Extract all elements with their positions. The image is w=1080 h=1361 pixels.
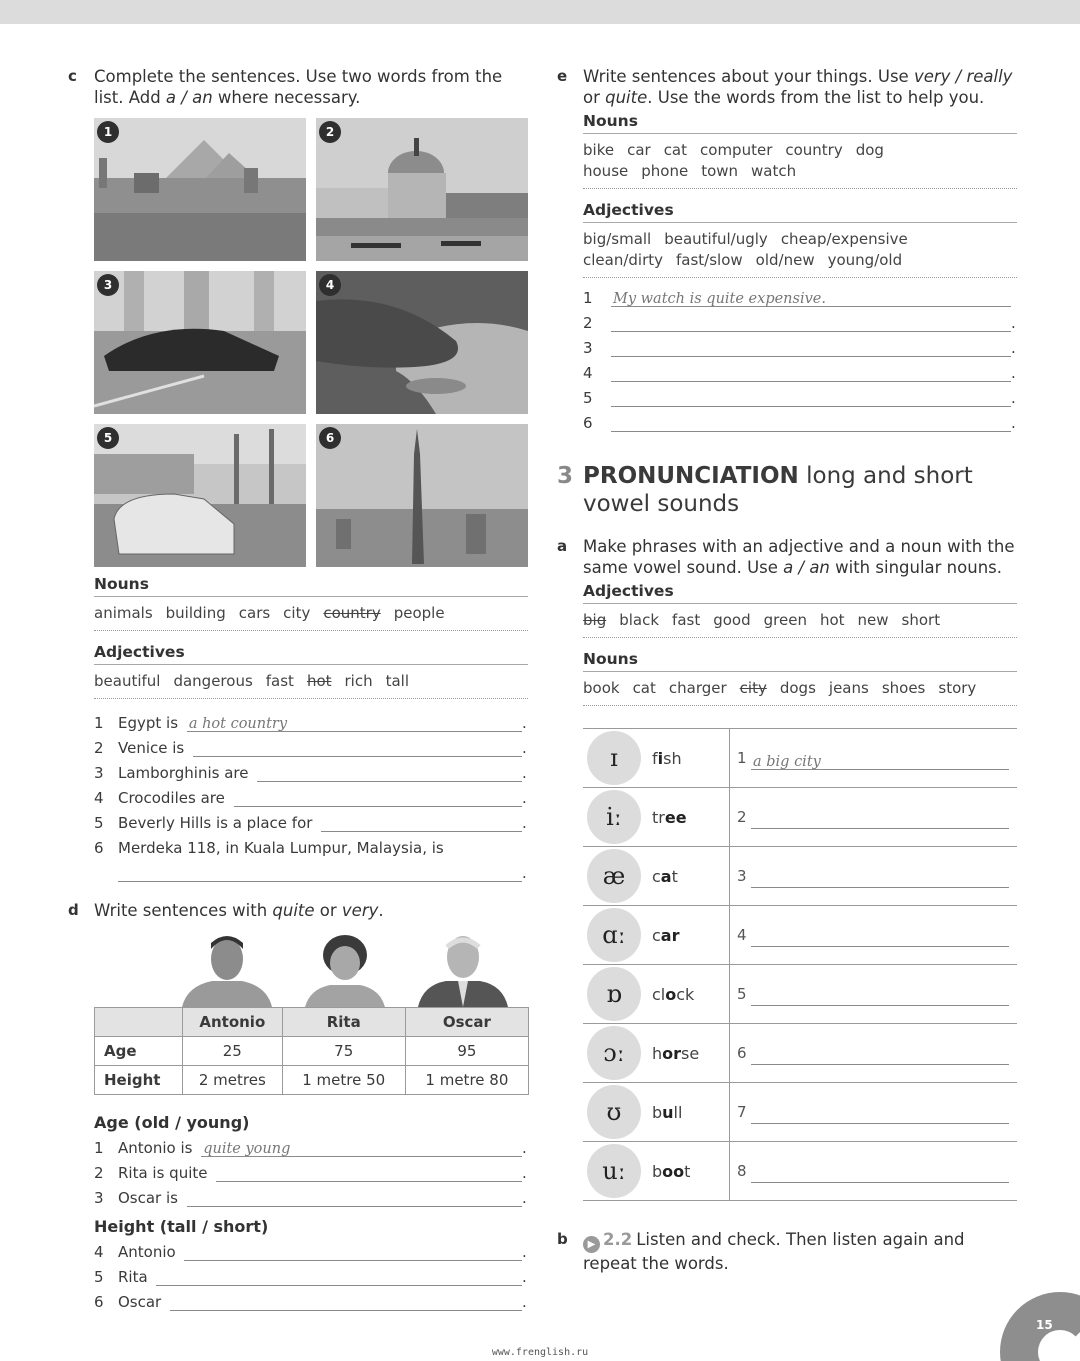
handwritten-answer: My watch is quite expensive.: [613, 291, 826, 307]
word-struck: country: [323, 604, 381, 622]
audio-icon[interactable]: ▶: [583, 1236, 600, 1253]
pronunciation-row: [583, 788, 1017, 847]
answer-field[interactable]: [201, 1141, 522, 1157]
answer-field[interactable]: [751, 929, 1009, 947]
sentence-line: 3 Lamborghinis are .: [94, 764, 527, 782]
pronunciation-row: [583, 1024, 1017, 1083]
answer-field[interactable]: [170, 1295, 522, 1311]
word: fast: [265, 672, 294, 690]
sound-cell: [583, 965, 730, 1023]
row-header: Age: [95, 1037, 183, 1066]
column-header: Antonio: [183, 1008, 283, 1037]
word: cars: [238, 604, 271, 622]
sentence-line: 5 Rita .: [94, 1268, 527, 1286]
sound-word: horse: [652, 1043, 700, 1063]
answer-field[interactable]: [751, 1106, 1009, 1124]
answer-field[interactable]: [751, 752, 1009, 770]
sound-cell: [583, 847, 730, 905]
table-cell: 95: [405, 1037, 528, 1066]
answer-field[interactable]: [751, 870, 1009, 888]
word-list-e: [583, 108, 1017, 278]
exercise-e-instruction: e Write sentences about your things. Use very / really or quite. Use the words from the list to help you.: [557, 67, 1013, 107]
word: people: [393, 604, 445, 622]
answer-cell: 5: [730, 965, 1017, 1023]
sentence-line: 5 .: [583, 389, 1016, 407]
sound-cell: [583, 1083, 730, 1141]
sound-word: clock: [652, 984, 695, 1004]
answer-field[interactable]: [321, 816, 522, 832]
table-cell: 25: [183, 1037, 283, 1066]
word-list-words: big/small beautiful/ugly cheap/expensive clean/dirty fast/slow old/new young/old: [583, 223, 1017, 278]
sentence-line: 4 Crocodiles are .: [94, 789, 527, 807]
sentence-line: 6 Merdeka 118, in Kuala Lumpur, Malaysia, is: [94, 839, 444, 857]
sound-word: car: [652, 925, 680, 945]
sound-word: boot: [652, 1161, 691, 1181]
exercise-d-instruction: d Write sentences with quite or very.: [68, 901, 384, 920]
answer-field[interactable]: [156, 1270, 522, 1286]
word-struck: hot: [306, 672, 332, 690]
answer-cell: 2: [730, 788, 1017, 846]
photo-number-badge: 2: [319, 121, 341, 143]
pronunciation-row: [583, 1142, 1017, 1201]
photo-lamborghini: [94, 271, 306, 414]
photo-cairo: [94, 118, 306, 261]
answer-cell: 1 a big city: [730, 729, 1017, 787]
clock-icon: ɒ: [587, 967, 641, 1021]
bull-icon: ʊ: [587, 1085, 641, 1139]
horse-icon: ɔː: [587, 1026, 641, 1080]
table-header-row: [95, 1008, 529, 1037]
word-list-heading: Nouns: [583, 108, 1017, 134]
fish-icon: ɪ: [587, 731, 641, 785]
page-number: 15: [1036, 1318, 1053, 1332]
section-number: 3: [557, 463, 574, 489]
answer-cell: 6: [730, 1024, 1017, 1082]
word: city: [283, 604, 311, 622]
word-list-nouns: [94, 567, 528, 699]
answer-field[interactable]: [216, 1166, 522, 1182]
age-sentences: [94, 1132, 528, 1207]
boot-icon: uː: [587, 1144, 641, 1198]
word-struck: big: [583, 611, 607, 629]
photo-number-badge: 3: [97, 274, 119, 296]
table-cell: 1 metre 50: [282, 1066, 405, 1095]
photo-oscar: [418, 931, 508, 1007]
exercise-letter: e: [557, 67, 568, 85]
word-list-words: big black fast good green hot new short: [583, 604, 1017, 638]
photo-rita: [300, 931, 390, 1007]
sentence-line: 4 .: [583, 364, 1016, 382]
answer-field[interactable]: [611, 366, 1011, 382]
table-cell: 1 metre 80: [405, 1066, 528, 1095]
tree-icon: iː: [587, 790, 641, 844]
track-number: 2.2: [603, 1230, 633, 1249]
section-title: 3 PRONUNCIATION long and short vowel sounds: [557, 463, 973, 517]
word: tall: [385, 672, 410, 690]
pronunciation-row: [583, 1083, 1017, 1142]
answer-field[interactable]: [187, 1191, 522, 1207]
handwritten-answer: a hot country: [188, 716, 288, 732]
word-list-words: book cat charger city dogs jeans shoes story: [583, 672, 1017, 706]
exercise-letter: c: [68, 67, 77, 85]
answer-cell: 3: [730, 847, 1017, 905]
word-list-heading: Nouns: [583, 642, 1017, 672]
row-header: Height: [95, 1066, 183, 1095]
sentence-line: 1 My watch is quite expensive.: [583, 282, 1017, 307]
sentence-line: 1 Egypt is a hot country .: [94, 714, 527, 732]
pronunciation-table: [583, 728, 1017, 1201]
word: building: [165, 604, 226, 622]
word: animals: [94, 604, 153, 622]
answer-field[interactable]: [611, 316, 1011, 332]
sentence-line: 3 .: [583, 339, 1016, 357]
exercise-letter: d: [68, 901, 79, 919]
sentence-line: 6 .: [583, 414, 1016, 432]
word-list-words: bike car cat computer country dog house phone town watch: [583, 134, 1017, 189]
table-cell: 75: [282, 1037, 405, 1066]
word-struck: city: [739, 679, 767, 697]
right-column: [557, 66, 1017, 1274]
answer-field[interactable]: [187, 716, 522, 732]
height-heading: Height (tall / short): [94, 1217, 269, 1236]
word: beautiful: [94, 672, 161, 690]
answer-field[interactable]: [611, 341, 1011, 357]
word-list-a: [583, 578, 1017, 706]
exercise-letter: b: [557, 1230, 568, 1248]
age-heading: Age (old / young): [94, 1113, 250, 1132]
footer-url: www.frenglish.ru: [491, 1347, 589, 1358]
sentence-line: 1 Antonio is quite young .: [94, 1139, 527, 1157]
answer-field[interactable]: [611, 416, 1011, 432]
pronunciation-row: [583, 847, 1017, 906]
cat-icon: æ: [587, 849, 641, 903]
sentence-line: 2 Venice is .: [94, 739, 527, 757]
exercise-letter: a: [557, 537, 568, 555]
answer-cell: 4: [730, 906, 1017, 964]
sentence-line-continued: .: [94, 857, 528, 882]
photo-antonio: [182, 931, 272, 1007]
answer-field[interactable]: [193, 741, 522, 757]
handwritten-answer: quite young: [203, 1141, 291, 1157]
answer-field[interactable]: [751, 811, 1009, 829]
sentence-line: 4 Antonio .: [94, 1243, 527, 1261]
photo-beverly-hills: [94, 424, 306, 567]
pronunciation-row: [583, 729, 1017, 788]
sentence-line: 2 Rita is quite .: [94, 1164, 527, 1182]
photo-grid: [94, 118, 528, 567]
photo-number-badge: 5: [97, 427, 119, 449]
column-header: Rita: [282, 1008, 405, 1037]
sound-word: cat: [652, 866, 678, 886]
sentence-line: 5 Beverly Hills is a place for .: [94, 814, 527, 832]
sound-word: fish: [652, 748, 682, 768]
handwritten-answer: a big city: [753, 754, 821, 770]
sound-word: bull: [652, 1102, 683, 1122]
sound-cell: [583, 788, 730, 846]
word-list-words: [94, 597, 528, 631]
word-list-words: [94, 665, 528, 699]
photo-merdeka-118: [316, 424, 528, 567]
answer-field[interactable]: [234, 791, 522, 807]
photo-crocodile: [316, 271, 528, 414]
word: rich: [344, 672, 373, 690]
table-row: [95, 1037, 529, 1066]
exercise-b-instruction: b ▶ 2.2 Listen and check. Then listen again and repeat the words.: [557, 1230, 965, 1273]
answer-field[interactable]: [751, 988, 1009, 1006]
height-sentences: [94, 1236, 528, 1311]
answer-field[interactable]: [611, 291, 1011, 307]
answer-field[interactable]: [118, 866, 522, 882]
exercise-c-sentences: [94, 707, 528, 882]
sentence-line: 2 .: [583, 314, 1016, 332]
word-list-heading: Adjectives: [94, 635, 528, 665]
sentence-line: 6 Oscar .: [94, 1293, 527, 1311]
sound-cell: [583, 729, 730, 787]
word-list-heading: Adjectives: [583, 193, 1017, 223]
word-list-heading: Adjectives: [583, 578, 1017, 604]
answer-field[interactable]: [611, 391, 1011, 407]
answer-field[interactable]: [184, 1245, 522, 1261]
photo-number-badge: 6: [319, 427, 341, 449]
photo-number-badge: 1: [97, 121, 119, 143]
photo-number-badge: 4: [319, 274, 341, 296]
people-table: [94, 1007, 529, 1095]
exercise-c-instruction: c Complete the sentences. Use two words from the list. Add a / an where necessary.: [68, 67, 503, 107]
answer-cell: 7: [730, 1083, 1017, 1141]
exercise-a-instruction: a Make phrases with an adjective and a noun with the same vowel sound. Use a / an with singular nouns.: [557, 537, 1015, 577]
table-cell: 2 metres: [183, 1066, 283, 1095]
exercise-e-sentences: [583, 282, 1017, 432]
pronunciation-row: [583, 906, 1017, 965]
photo-venice: [316, 118, 528, 261]
left-column: [68, 66, 528, 1311]
sound-cell: [583, 1142, 730, 1200]
answer-cell: 8: [730, 1142, 1017, 1200]
column-header: Oscar: [405, 1008, 528, 1037]
word-list-heading: Nouns: [94, 567, 528, 597]
answer-field[interactable]: [257, 766, 522, 782]
sound-cell: [583, 906, 730, 964]
sound-cell: [583, 1024, 730, 1082]
top-bar: [0, 0, 1080, 24]
word: dangerous: [173, 672, 253, 690]
car-icon: ɑː: [587, 908, 641, 962]
sentence-line: 3 Oscar is .: [94, 1189, 527, 1207]
answer-field[interactable]: [751, 1165, 1009, 1183]
people-photos: [182, 931, 528, 1007]
pronunciation-row: [583, 965, 1017, 1024]
sound-word: tree: [652, 807, 687, 827]
answer-field[interactable]: [751, 1047, 1009, 1065]
table-row: [95, 1066, 529, 1095]
